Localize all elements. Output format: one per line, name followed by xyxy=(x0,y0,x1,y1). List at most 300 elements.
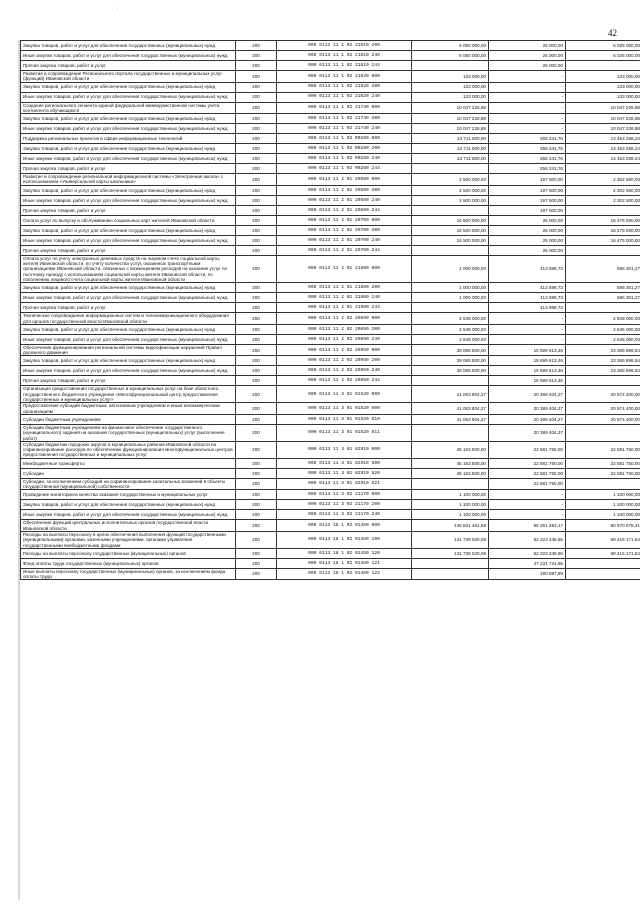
row-code: 200 xyxy=(236,102,277,114)
row-executed-amount: 413 698,73 xyxy=(489,283,566,293)
row-approved-amount: 2 645 000,00 xyxy=(412,324,489,334)
table-row xyxy=(21,424,640,441)
row-description: Закупка товаров, работ и услуг для обеспечения государственных (муниципальных) нужд xyxy=(21,225,236,235)
row-description: Иные выплаты персоналу государственных (муниципальных) органов, за исключением фонда оплаты труда xyxy=(21,568,236,580)
row-code: 200 xyxy=(236,114,277,124)
row-approved-amount xyxy=(412,376,489,386)
row-unexecuted-amount xyxy=(566,424,640,441)
row-executed-amount: 62 323 348,55 xyxy=(489,531,566,548)
row-unexecuted-amount: 2 302 500,00 xyxy=(566,195,640,205)
table-row xyxy=(21,283,640,293)
row-executed-amount: 258 241,76 xyxy=(489,164,566,174)
row-description: Иные закупки товаров, работ и услуг для обеспечения государственных (муниципальных) нужд xyxy=(21,92,236,102)
table-row xyxy=(21,114,640,124)
row-code: 200 xyxy=(236,41,277,51)
table-row xyxy=(21,235,640,245)
row-classification-code: 000 0113 11 3 01 82910 521 xyxy=(277,478,412,490)
row-classification-code: 000 0113 18 1 02 01450 120 xyxy=(277,548,412,558)
row-unexecuted-amount: 13 453 258,24 xyxy=(566,134,640,144)
row-code: 200 xyxy=(236,174,277,186)
row-classification-code: 000 0113 11 1 02 21740 200 xyxy=(277,114,412,124)
row-code: 200 xyxy=(236,92,277,102)
row-description: Иные закупки товаров, работ и услуг для обеспечения государственных (муниципальных) нужд xyxy=(21,293,236,303)
row-classification-code: 000 0113 11 1 02 21610 240 xyxy=(277,51,412,61)
table-row xyxy=(21,174,640,186)
row-unexecuted-amount: 586 301,27 xyxy=(566,283,640,293)
row-executed-amount: 197 500,00 xyxy=(489,195,566,205)
row-unexecuted-amount: 23 365 886,54 xyxy=(566,366,640,376)
row-unexecuted-amount: 6 025 000,00 xyxy=(566,41,640,51)
table-row xyxy=(21,61,640,71)
row-classification-code: 000 0113 11 2 01 20700 240 xyxy=(277,235,412,245)
row-executed-amount: - xyxy=(489,82,566,92)
row-code: 200 xyxy=(236,293,277,303)
row-code: 200 xyxy=(236,185,277,195)
row-description: Проведение мониторинга качества оказания государственных и муниципальных услуг xyxy=(21,490,236,500)
row-approved-amount: 13 711 500,00 xyxy=(412,134,489,144)
row-executed-amount: 413 698,73 xyxy=(489,303,566,313)
row-code: 200 xyxy=(236,458,277,468)
row-unexecuted-amount: 2 645 000,00 xyxy=(566,324,640,334)
row-classification-code: 000 0113 11 1 02 R0280 244 xyxy=(277,164,412,174)
row-unexecuted-amount: 20 674 400,00 xyxy=(566,403,640,415)
table-row xyxy=(21,255,640,282)
row-description: Прочая закупка товаров, работ и услуг xyxy=(21,303,236,313)
row-approved-amount: 16 500 000,00 xyxy=(412,225,489,235)
row-executed-amount: - xyxy=(489,500,566,510)
row-executed-amount: 413 698,73 xyxy=(489,255,566,282)
row-code: 200 xyxy=(236,313,277,325)
table-row xyxy=(21,124,640,134)
row-code: 200 xyxy=(236,468,277,478)
row-approved-amount: 13 711 500,00 xyxy=(412,154,489,164)
table-row xyxy=(21,245,640,255)
row-approved-amount: 16 500 000,00 xyxy=(412,235,489,245)
row-description: Иные закупки товаров, работ и услуг для обеспечения государственных (муниципальных) нужд xyxy=(21,334,236,344)
row-description: Расходы на выплаты персоналу в целях обеспечения выполнения функций государственными (муниципальными) органами, казенными учреждениями, органами управления государственными внебюджетными фондами xyxy=(21,531,236,548)
row-approved-amount: 45 163 500,00 xyxy=(412,458,489,468)
row-unexecuted-amount: 10 047 226,88 xyxy=(566,114,640,124)
row-classification-code: 000 0113 11 2 01 21800 000 xyxy=(277,255,412,282)
row-unexecuted-amount: 20 674 400,00 xyxy=(566,414,640,424)
row-description: Субсидии бюджетным учреждениям на финансовое обеспечение государственного (муниципального) задания на оказание государственных (муниципальных) услуг (выполнение работ) xyxy=(21,424,236,441)
row-approved-amount: 45 163 500,00 xyxy=(412,468,489,478)
row-description: Закупка товаров, работ и услуг для обеспечения государственных (муниципальных) нужд xyxy=(21,324,236,334)
table-row xyxy=(21,215,640,225)
row-approved-amount xyxy=(412,303,489,313)
row-code: 200 xyxy=(236,344,277,356)
table-body xyxy=(21,41,640,580)
row-classification-code: 000 0113 18 1 02 01450 122 xyxy=(277,568,412,580)
row-executed-amount: 258 241,76 xyxy=(489,154,566,164)
row-unexecuted-amount xyxy=(566,164,640,174)
page-number: 42 xyxy=(608,28,617,38)
row-approved-amount xyxy=(412,478,489,490)
table-row xyxy=(21,366,640,376)
row-unexecuted-amount: 2 302 500,00 xyxy=(566,174,640,186)
row-classification-code: 000 0113 11 2 02 20690 240 xyxy=(277,334,412,344)
row-approved-amount: 1 000 000,00 xyxy=(412,283,489,293)
row-description: Прочая закупка товаров, работ и услуг xyxy=(21,376,236,386)
row-unexecuted-amount: 22 581 750,00 xyxy=(566,441,640,458)
table-row xyxy=(21,568,640,580)
row-classification-code: 000 0113 18 1 02 01450 000 xyxy=(277,520,412,532)
row-description: Прочая закупка товаров, работ и услуг xyxy=(21,245,236,255)
row-classification-code: 000 0113 11 1 02 21620 000 xyxy=(277,71,412,83)
row-classification-code: 000 0113 11 1 02 R0280 200 xyxy=(277,144,412,154)
table-row xyxy=(21,154,640,164)
row-unexecuted-amount: 6 025 000,00 xyxy=(566,51,640,61)
table-row xyxy=(21,324,640,334)
row-unexecuted-amount: 22 581 750,00 xyxy=(566,458,640,468)
row-unexecuted-amount: 2 645 000,00 xyxy=(566,334,640,344)
row-unexecuted-amount: 16 475 000,00 xyxy=(566,225,640,235)
row-classification-code: 000 0113 11 1 02 R0280 000 xyxy=(277,134,412,144)
row-executed-amount: - xyxy=(489,490,566,500)
table-row xyxy=(21,195,640,205)
row-approved-amount: 146 831 461,58 xyxy=(412,520,489,532)
table-row xyxy=(21,510,640,520)
table-row xyxy=(21,403,640,415)
row-executed-amount: 22 581 750,00 xyxy=(489,478,566,490)
row-unexecuted-amount xyxy=(566,568,640,580)
row-code: 200 xyxy=(236,500,277,510)
row-description: Поддержка региональных проектов в сфере информационных технологий xyxy=(21,134,236,144)
row-classification-code: 000 0113 11 3 02 21170 200 xyxy=(277,500,412,510)
row-unexecuted-amount: 133 000,00 xyxy=(566,71,640,83)
row-code: 200 xyxy=(236,568,277,580)
row-classification-code: 000 0113 11 1 02 21620 200 xyxy=(277,82,412,92)
row-code: 200 xyxy=(236,245,277,255)
row-unexecuted-amount: 2 302 500,00 xyxy=(566,185,640,195)
row-unexecuted-amount: 13 453 258,24 xyxy=(566,154,640,164)
table-row xyxy=(21,548,640,558)
row-classification-code: 000 0113 11 1 02 21620 240 xyxy=(277,92,412,102)
table-row xyxy=(21,71,640,83)
row-description: Закупка товаров, работ и услуг для обеспечения государственных (муниципальных) нужд xyxy=(21,283,236,293)
row-approved-amount: 2 500 000,00 xyxy=(412,174,489,186)
row-code: 200 xyxy=(236,441,277,458)
row-code: 200 xyxy=(236,283,277,293)
row-approved-amount: 1 100 000,00 xyxy=(412,510,489,520)
row-executed-amount: 22 581 750,00 xyxy=(489,441,566,458)
row-classification-code: 000 0113 11 3 01 82910 000 xyxy=(277,441,412,458)
row-unexecuted-amount: 1 100 000,00 xyxy=(566,500,640,510)
row-code: 200 xyxy=(236,478,277,490)
row-unexecuted-amount xyxy=(566,245,640,255)
row-executed-amount: 25 000,00 xyxy=(489,215,566,225)
row-code: 200 xyxy=(236,51,277,61)
row-executed-amount: 258 241,76 xyxy=(489,144,566,154)
row-unexecuted-amount: 133 000,00 xyxy=(566,92,640,102)
row-classification-code: 000 0113 11 3 01 01520 000 xyxy=(277,386,412,403)
row-executed-amount: 197 500,00 xyxy=(489,185,566,195)
row-code: 200 xyxy=(236,324,277,334)
table-row xyxy=(21,558,640,568)
row-unexecuted-amount: 586 301,27 xyxy=(566,255,640,282)
row-classification-code: 000 0113 11 1 02 21740 000 xyxy=(277,102,412,114)
row-approved-amount: 1 100 000,00 xyxy=(412,500,489,510)
row-code: 200 xyxy=(236,386,277,403)
row-description: Иные закупки товаров, работ и услуг для обеспечения государственных (муниципальных) нужд xyxy=(21,154,236,164)
row-code: 200 xyxy=(236,531,277,548)
row-approved-amount: 41 063 804,27 xyxy=(412,386,489,403)
row-unexecuted-amount: 10 047 226,88 xyxy=(566,124,640,134)
row-description: Иные закупки товаров, работ и услуг для обеспечения государственных (муниципальных) нужд xyxy=(21,124,236,134)
row-description: Организация предоставления государственных и муниципальных услуг на базе областного государственного бюджетного учреждения «Многофункциональный центр предоставления государственных и муниципальных услуг» xyxy=(21,386,236,403)
row-unexecuted-amount: 16 475 000,00 xyxy=(566,235,640,245)
row-classification-code: 000 0113 11 2 02 20950 240 xyxy=(277,366,412,376)
table-row xyxy=(21,344,640,356)
table-row xyxy=(21,134,640,144)
row-executed-amount: 22 581 750,00 xyxy=(489,468,566,478)
row-unexecuted-amount: 16 475 000,00 xyxy=(566,215,640,225)
row-approved-amount: 39 065 500,00 xyxy=(412,356,489,366)
row-classification-code: 000 0113 11 2 01 20700 000 xyxy=(277,215,412,225)
row-unexecuted-amount: 80 570 078,41 xyxy=(566,520,640,532)
row-description: Фонд оплаты труда государственных (муниципальных) органов xyxy=(21,558,236,568)
row-executed-amount: 180 687,89 xyxy=(489,568,566,580)
row-description: Иные закупки товаров, работ и услуг для обеспечения государственных (муниципальных) нужд xyxy=(21,195,236,205)
row-approved-amount xyxy=(412,164,489,174)
row-classification-code: 000 0113 11 3 01 01520 610 xyxy=(277,414,412,424)
row-classification-code: 000 0113 18 1 02 01450 121 xyxy=(277,558,412,568)
row-description: Закупка товаров, работ и услуг для обеспечения государственных (муниципальных) нужд xyxy=(21,114,236,124)
row-code: 200 xyxy=(236,164,277,174)
row-executed-amount: 25 000,00 xyxy=(489,61,566,71)
row-approved-amount: 2 645 000,00 xyxy=(412,313,489,325)
row-approved-amount xyxy=(412,245,489,255)
row-classification-code: 000 0113 11 3 01 82910 500 xyxy=(277,458,412,468)
row-executed-amount: 15 699 613,46 xyxy=(489,356,566,366)
row-executed-amount: 25 000,00 xyxy=(489,41,566,51)
row-description: Иные закупки товаров, работ и услуг для обеспечения государственных (муниципальных) нужд xyxy=(21,51,236,61)
row-description: Прочая закупка товаров, работ и услуг xyxy=(21,61,236,71)
row-description: Субсидии бюджетам городских округов и муниципальных районов Ивановской области на софинансирование расходов по обеспечению функционирования многофункциональных центров предоставления государственных и муниципальных услуг xyxy=(21,441,236,458)
row-classification-code: 000 0113 11 2 01 20680 240 xyxy=(277,195,412,205)
row-approved-amount: 16 500 000,00 xyxy=(412,215,489,225)
row-description: Закупка товаров, работ и услуг для обеспечения государственных (муниципальных) нужд xyxy=(21,500,236,510)
row-description: Создание регионального сегмента единой федеральной межведомственной системы учета контингента обучающихся xyxy=(21,102,236,114)
row-executed-amount: 62 323 348,55 xyxy=(489,548,566,558)
row-description: Оплата услуг по выпуску и обслуживанию социальных карт жителей Ивановской области xyxy=(21,215,236,225)
row-code: 200 xyxy=(236,144,277,154)
row-approved-amount: 10 047 226,88 xyxy=(412,124,489,134)
row-classification-code: 000 0113 11 3 01 01520 600 xyxy=(277,403,412,415)
table-row xyxy=(21,334,640,344)
row-classification-code: 000 0113 11 2 02 20690 200 xyxy=(277,324,412,334)
row-approved-amount: 131 739 520,09 xyxy=(412,548,489,558)
row-executed-amount: 258 241,76 xyxy=(489,134,566,144)
row-executed-amount: 20 389 404,27 xyxy=(489,386,566,403)
row-description: Прочая закупка товаров, работ и услуг xyxy=(21,205,236,215)
row-approved-amount xyxy=(412,424,489,441)
row-description: Развитие и сопровождение региональной информационной системы «Электронная школа» с использованием «Универсальной карты школьника» xyxy=(21,174,236,186)
row-executed-amount: 25 000,00 xyxy=(489,225,566,235)
table-row xyxy=(21,144,640,154)
row-description: Расходы на выплаты персоналу государственных (муниципальных) органов xyxy=(21,548,236,558)
row-classification-code: 000 0113 11 2 02 20690 000 xyxy=(277,313,412,325)
table-row xyxy=(21,205,640,215)
row-executed-amount: - xyxy=(489,510,566,520)
row-code: 200 xyxy=(236,376,277,386)
row-executed-amount: 197 500,00 xyxy=(489,205,566,215)
row-description: Закупка товаров, работ и услуг для обеспечения государственных (муниципальных) нужд xyxy=(21,185,236,195)
row-description: Прочая закупка товаров, работ и услуг xyxy=(21,164,236,174)
row-approved-amount: 133 000,00 xyxy=(412,92,489,102)
row-classification-code: 000 0113 11 2 02 20950 200 xyxy=(277,356,412,366)
row-classification-code: 000 0113 11 2 01 20680 244 xyxy=(277,205,412,215)
row-code: 200 xyxy=(236,520,277,532)
row-description: Развитие и сопровождение Регионального портала государственных и муниципальных услуг (функций) Ивановской области xyxy=(21,71,236,83)
row-description: Иные закупки товаров, работ и услуг для обеспечения государственных (муниципальных) нужд xyxy=(21,235,236,245)
table-row xyxy=(21,185,640,195)
table-row xyxy=(21,313,640,325)
row-classification-code: 000 0113 18 1 02 01450 100 xyxy=(277,531,412,548)
row-description: Закупка товаров, работ и услуг для обеспечения государственных (муниципальных) нужд xyxy=(21,144,236,154)
row-approved-amount: 1 000 000,00 xyxy=(412,255,489,282)
row-description: Субсидии xyxy=(21,468,236,478)
row-classification-code: 000 0113 11 1 02 21610 200 xyxy=(277,41,412,51)
table-row xyxy=(21,82,640,92)
row-approved-amount: 13 711 500,00 xyxy=(412,144,489,154)
row-description: Субсидии бюджетным учреждениям xyxy=(21,414,236,424)
table-row xyxy=(21,225,640,235)
row-description: Обеспечение функционирования региональной системы видеофиксации нарушений Правил дорожного движения xyxy=(21,344,236,356)
row-unexecuted-amount xyxy=(566,376,640,386)
row-unexecuted-amount: 1 100 000,00 xyxy=(566,490,640,500)
table-row xyxy=(21,51,640,61)
row-approved-amount: 45 163 500,00 xyxy=(412,441,489,458)
row-approved-amount: 10 047 226,88 xyxy=(412,102,489,114)
row-unexecuted-amount: 20 674 400,00 xyxy=(566,386,640,403)
row-unexecuted-amount xyxy=(566,303,640,313)
row-unexecuted-amount: 133 000,00 xyxy=(566,82,640,92)
row-executed-amount: 15 699 613,46 xyxy=(489,344,566,356)
row-executed-amount: 22 581 750,00 xyxy=(489,458,566,468)
row-unexecuted-amount xyxy=(566,205,640,215)
row-unexecuted-amount: 1 100 000,00 xyxy=(566,510,640,520)
row-executed-amount: 20 389 404,27 xyxy=(489,403,566,415)
row-classification-code: 000 0113 11 2 01 21800 200 xyxy=(277,283,412,293)
row-code: 200 xyxy=(236,205,277,215)
row-description: Закупка товаров, работ и услуг для обеспечения государственных (муниципальных) нужд xyxy=(21,356,236,366)
row-classification-code: 000 0113 11 3 02 21170 000 xyxy=(277,490,412,500)
row-executed-amount: 25 000,00 xyxy=(489,245,566,255)
row-executed-amount: 197 500,00 xyxy=(489,174,566,186)
row-code: 200 xyxy=(236,424,277,441)
row-code: 200 xyxy=(236,255,277,282)
row-executed-amount: - xyxy=(489,102,566,114)
row-unexecuted-amount: 69 416 171,54 xyxy=(566,548,640,558)
row-code: 200 xyxy=(236,71,277,83)
table-row xyxy=(21,531,640,548)
row-executed-amount: 20 389 404,27 xyxy=(489,424,566,441)
row-code: 200 xyxy=(236,134,277,144)
row-classification-code: 000 0113 11 3 01 82910 520 xyxy=(277,468,412,478)
row-executed-amount: - xyxy=(489,124,566,134)
row-classification-code: 000 0113 11 2 02 20950 244 xyxy=(277,376,412,386)
row-executed-amount: - xyxy=(489,114,566,124)
table-row xyxy=(21,356,640,366)
row-approved-amount xyxy=(412,205,489,215)
row-classification-code: 000 0113 11 2 01 21800 240 xyxy=(277,293,412,303)
row-executed-amount: 15 699 613,46 xyxy=(489,376,566,386)
row-classification-code: 000 0113 11 1 02 21740 240 xyxy=(277,124,412,134)
row-approved-amount: 6 050 000,00 xyxy=(412,41,489,51)
row-executed-amount: 413 698,73 xyxy=(489,293,566,303)
row-approved-amount: 2 500 000,00 xyxy=(412,185,489,195)
row-code: 200 xyxy=(236,303,277,313)
row-classification-code: 000 0113 11 1 02 21610 244 xyxy=(277,61,412,71)
row-unexecuted-amount xyxy=(566,478,640,490)
row-classification-code: 000 0113 11 2 01 21800 244 xyxy=(277,303,412,313)
row-unexecuted-amount: 2 645 000,00 xyxy=(566,313,640,325)
row-code: 200 xyxy=(236,235,277,245)
row-description: Иные закупки товаров, работ и услуг для обеспечения государственных (муниципальных) нужд xyxy=(21,366,236,376)
row-classification-code: 000 0113 11 3 01 01520 611 xyxy=(277,424,412,441)
row-code: 200 xyxy=(236,154,277,164)
row-executed-amount: 66 261 383,17 xyxy=(489,520,566,532)
row-code: 200 xyxy=(236,356,277,366)
row-code: 200 xyxy=(236,548,277,558)
row-description: Субсидии, за исключением субсидий на софинансирование капитальных вложений в объекты государственной (муниципальной) собственности xyxy=(21,478,236,490)
table-row xyxy=(21,386,640,403)
row-code: 200 xyxy=(236,82,277,92)
row-description: Закупка товаров, работ и услуг для обеспечения государственных (муниципальных) нужд xyxy=(21,41,236,51)
row-executed-amount: - xyxy=(489,324,566,334)
table-row xyxy=(21,414,640,424)
row-executed-amount: 25 000,00 xyxy=(489,235,566,245)
row-classification-code: 000 0113 11 2 01 20700 200 xyxy=(277,225,412,235)
row-approved-amount: 6 050 000,00 xyxy=(412,51,489,61)
row-unexecuted-amount: 13 453 258,24 xyxy=(566,144,640,154)
row-unexecuted-amount: 69 416 171,54 xyxy=(566,531,640,548)
row-classification-code: 000 0113 11 3 02 21170 240 xyxy=(277,510,412,520)
row-description: Иные закупки товаров, работ и услуг для обеспечения государственных (муниципальных) нужд xyxy=(21,510,236,520)
row-approved-amount: 2 500 000,00 xyxy=(412,195,489,205)
row-unexecuted-amount: 586 301,27 xyxy=(566,293,640,303)
table-row xyxy=(21,102,640,114)
row-code: 200 xyxy=(236,124,277,134)
row-description: Межбюджетные трансферты xyxy=(21,458,236,468)
row-approved-amount xyxy=(412,61,489,71)
row-classification-code: 000 0113 11 2 01 20700 244 xyxy=(277,245,412,255)
row-unexecuted-amount: 23 365 886,54 xyxy=(566,356,640,366)
row-unexecuted-amount: 22 581 750,00 xyxy=(566,468,640,478)
table-row xyxy=(21,468,640,478)
table-row xyxy=(21,303,640,313)
row-code: 200 xyxy=(236,558,277,568)
row-approved-amount: 133 000,00 xyxy=(412,82,489,92)
row-approved-amount: 2 645 000,00 xyxy=(412,334,489,344)
row-classification-code: 000 0113 11 1 02 R0280 240 xyxy=(277,154,412,164)
row-code: 200 xyxy=(236,334,277,344)
row-classification-code: 000 0113 11 2 02 20950 000 xyxy=(277,344,412,356)
row-code: 200 xyxy=(236,414,277,424)
row-approved-amount: 39 065 500,00 xyxy=(412,344,489,356)
table-row xyxy=(21,458,640,468)
table-row xyxy=(21,376,640,386)
row-approved-amount: 1 000 000,00 xyxy=(412,293,489,303)
row-code: 200 xyxy=(236,225,277,235)
row-unexecuted-amount xyxy=(566,558,640,568)
row-approved-amount: 133 000,00 xyxy=(412,71,489,83)
row-executed-amount: - xyxy=(489,334,566,344)
table-row xyxy=(21,490,640,500)
row-approved-amount xyxy=(412,568,489,580)
row-description: Техническое сопровождение информационных систем и телекоммуникационного оборудования для органов государственной власти Ивановской области xyxy=(21,313,236,325)
